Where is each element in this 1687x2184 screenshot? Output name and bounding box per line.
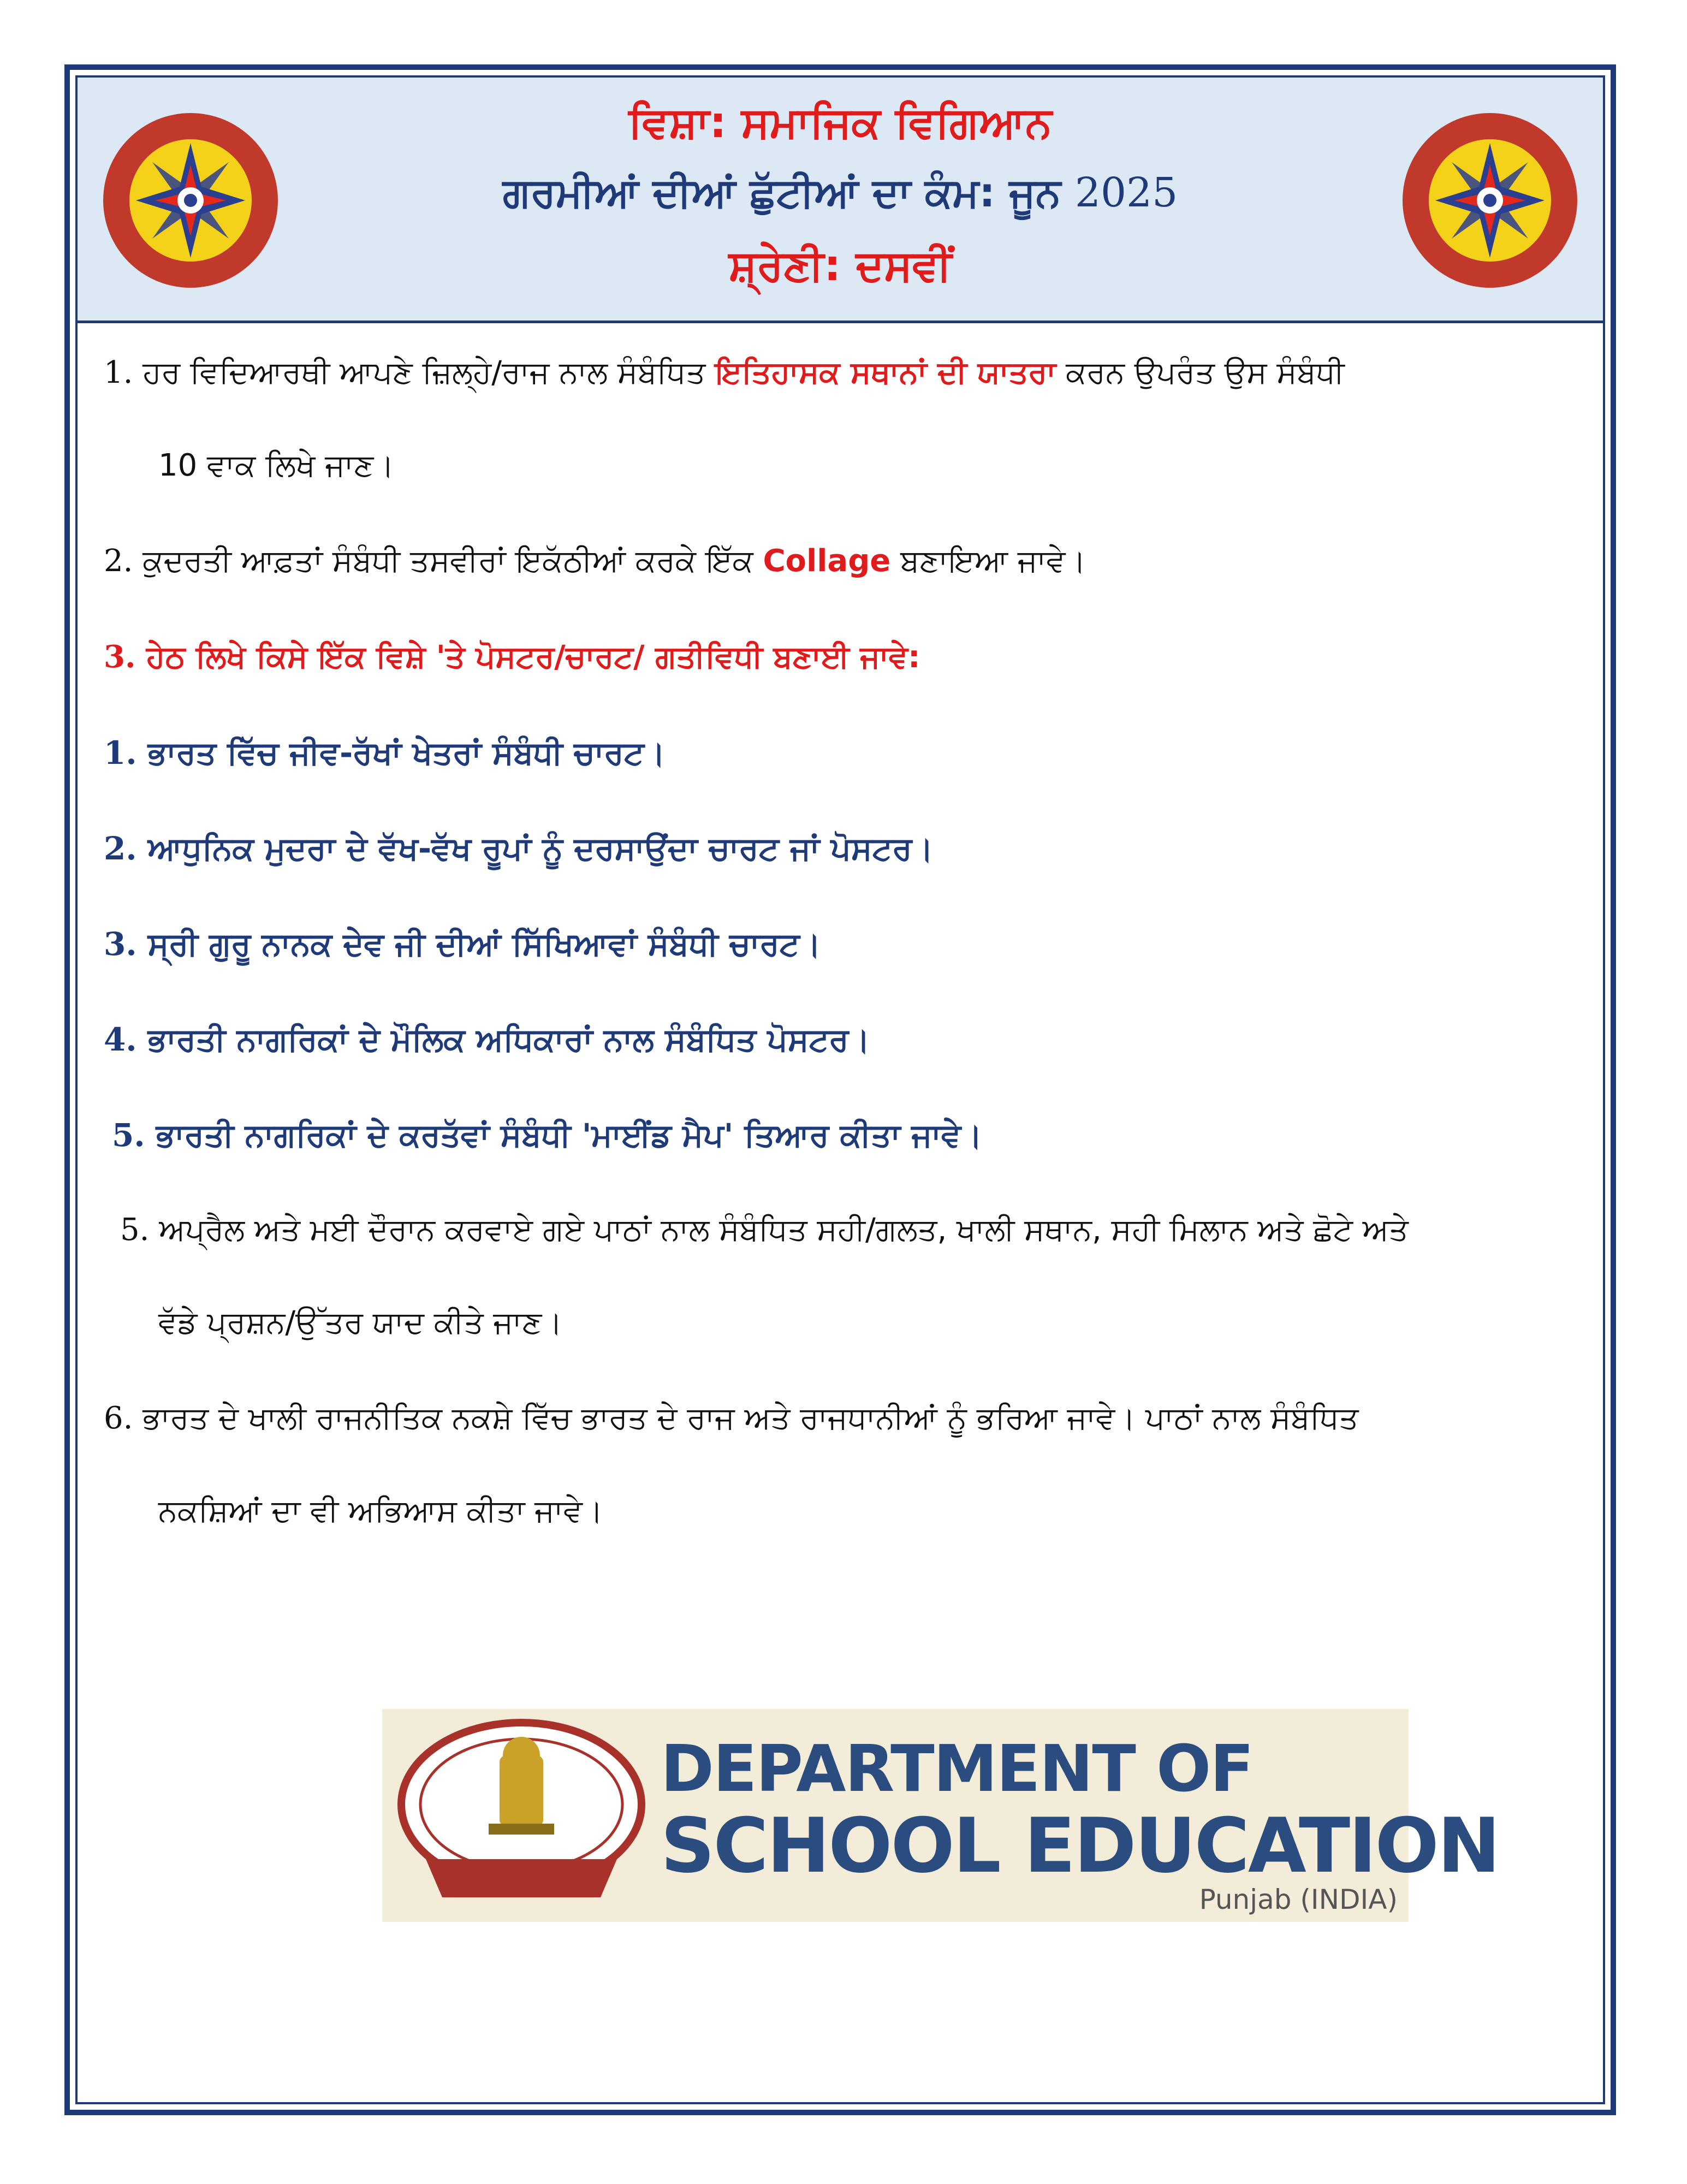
list-item-continuation: 10 ਵਾਕ ਲਿਖੇ ਜਾਣ। bbox=[158, 448, 395, 483]
item-text: ਭਾਰਤੀ ਨਾਗਰਿਕਾਂ ਦੇ ਮੌਲਿਕ ਅਧਿਕਾਰਾਂ ਨਾਲ ਸੰਬੰਧਿਤ ਪੋਸਟਰ। bbox=[147, 1021, 870, 1058]
sub-list-item bbox=[104, 734, 666, 772]
logo-subtitle: Punjab (INDIA) bbox=[1199, 1884, 1398, 1915]
homework-year: 2025 bbox=[1074, 169, 1178, 216]
list-item bbox=[104, 1400, 1358, 1437]
sub-list-item bbox=[104, 925, 821, 963]
subject-heading: ਵਿਸ਼ਾ: ਸਮਾਜਿਕ ਵਿਗਿਆਨ bbox=[628, 98, 1052, 147]
item-text: ਸ੍ਰੀ ਗੁਰੂ ਨਾਨਕ ਦੇਵ ਜੀ ਦੀਆਂ ਸਿੱਖਿਆਵਾਂ ਸੰਬੰਧੀ ਚਾਰਟ। bbox=[147, 925, 821, 963]
list-item bbox=[120, 1212, 1409, 1248]
logo-title-line1: DEPARTMENT OF bbox=[661, 1731, 1253, 1806]
govt-punjab-emblem-icon bbox=[393, 1717, 650, 1914]
item-number: 1. bbox=[104, 355, 133, 390]
list-item-continuation: ਨਕਸ਼ਿਆਂ ਦਾ ਵੀ ਅਭਿਆਸ ਕੀਤਾ ਜਾਵੇ। bbox=[158, 1493, 603, 1529]
item-text: ਭਾਰਤੀ ਨਾਗਰਿਕਾਂ ਦੇ ਕਰਤੱਵਾਂ ਸੰਬੰਧੀ 'ਮਾਈਂਡ ਮੈਪ' ਤਿਆਰ ਕੀਤਾ ਜਾਵੇ। bbox=[156, 1117, 983, 1154]
class-heading: ਸ਼੍ਰੇਣੀ: ਦਸਵੀਂ bbox=[728, 241, 952, 290]
item-text: ਆਧੁਨਿਕ ਮੁਦਰਾ ਦੇ ਵੱਖ-ਵੱਖ ਰੂਪਾਂ ਨੂੰ ਦਰਸਾਉਂਦਾ ਚਾਰਟ ਜਾਂ ਪੋਸਟਰ। bbox=[147, 830, 934, 867]
logo-title-line2: SCHOOL EDUCATION bbox=[661, 1802, 1499, 1890]
item-number: 6. bbox=[104, 1400, 133, 1436]
list-item bbox=[104, 543, 1086, 579]
item-number: 3. bbox=[104, 925, 137, 963]
item-text: ਭਾਰਤ ਵਿੱਚ ਜੀਵ-ਰੱਖਾਂ ਖੇਤਰਾਂ ਸੰਬੰਧੀ ਚਾਰਟ। bbox=[147, 734, 666, 771]
list-item bbox=[104, 355, 1345, 391]
homework-title-text: ਗਰਮੀਆਂ ਦੀਆਂ ਛੁੱਟੀਆਂ ਦਾ ਕੰਮ: ਜੂਨ bbox=[502, 169, 1061, 216]
header-box bbox=[78, 78, 1603, 323]
item-number: 5. bbox=[120, 1212, 150, 1248]
department-logo bbox=[382, 1709, 1499, 1922]
item-text: ਭਾਰਤ ਦੇ ਖਾਲੀ ਰਾਜਨੀਤਿਕ ਨਕਸ਼ੇ ਵਿੱਚ ਭਾਰਤ ਦੇ ਰਾਜ ਅਤੇ ਰਾਜਧਾਨੀਆਂ ਨੂੰ ਭਰਿਆ ਜਾਵੇ। ਪਾਠਾਂ ਨਾਲ ਸੰਬੰਧਿਤ bbox=[142, 1400, 1359, 1436]
item-number: 3. bbox=[104, 639, 136, 675]
list-item bbox=[104, 639, 920, 675]
item-number: 2. bbox=[104, 543, 133, 579]
item-text: ਕੁਦਰਤੀ ਆਫ਼ਤਾਂ ਸੰਬੰਧੀ ਤਸਵੀਰਾਂ ਇਕੱਠੀਆਂ ਕਰਕੇ ਇੱਕ bbox=[142, 543, 763, 579]
sub-list-item bbox=[104, 830, 934, 868]
item-number: 5. bbox=[112, 1117, 145, 1154]
list-item-continuation: ਵੱਡੇ ਪ੍ਰਸ਼ਨ/ਉੱਤਰ ਯਾਦ ਕੀਤੇ ਜਾਣ। bbox=[158, 1305, 563, 1340]
sub-list-item bbox=[104, 1021, 870, 1059]
item-text: ਬਣਾਇਆ ਜਾਵੇ। bbox=[890, 543, 1086, 579]
item-text: ਅਪ੍ਰੈਲ ਅਤੇ ਮਈ ਦੌਰਾਨ ਕਰਵਾਏ ਗਏ ਪਾਠਾਂ ਨਾਲ ਸੰਬੰਧਿਤ ਸਹੀ/ਗਲਤ, ਖਾਲੀ ਸਥਾਨ, ਸਹੀ ਮਿਲਾਨ ਅਤੇ ਛੋਟੇ ਅਤੇ bbox=[159, 1212, 1409, 1248]
item-number: 1. bbox=[104, 734, 137, 771]
item-number: 2. bbox=[104, 830, 137, 867]
item-highlight: Collage bbox=[763, 543, 891, 579]
item-number: 4. bbox=[104, 1021, 137, 1058]
item-text: ਕਰਨ ਉਪਰੰਤ ਉਸ ਸੰਬੰਧੀ bbox=[1056, 355, 1345, 390]
item-text: ਹਰ ਵਿਦਿਆਰਥੀ ਆਪਣੇ ਜ਼ਿਲ੍ਹੇ/ਰਾਜ ਨਾਲ ਸੰਬੰਧਿਤ bbox=[142, 355, 716, 390]
item-text: ਹੇਠ ਲਿਖੇ ਕਿਸੇ ਇੱਕ ਵਿਸ਼ੇ 'ਤੇ ਪੋਸਟਰ/ਚਾਰਟ/ ਗਤੀਵਿਧੀ ਬਣਾਈ ਜਾਵੇ: bbox=[146, 639, 920, 675]
homework-title bbox=[78, 169, 1603, 217]
scert-seal-icon bbox=[1400, 110, 1580, 290]
item-highlight: ਇਤਿਹਾਸਕ ਸਥਾਨਾਂ ਦੀ ਯਾਤਰਾ bbox=[715, 355, 1056, 390]
sub-list-item bbox=[112, 1117, 982, 1154]
